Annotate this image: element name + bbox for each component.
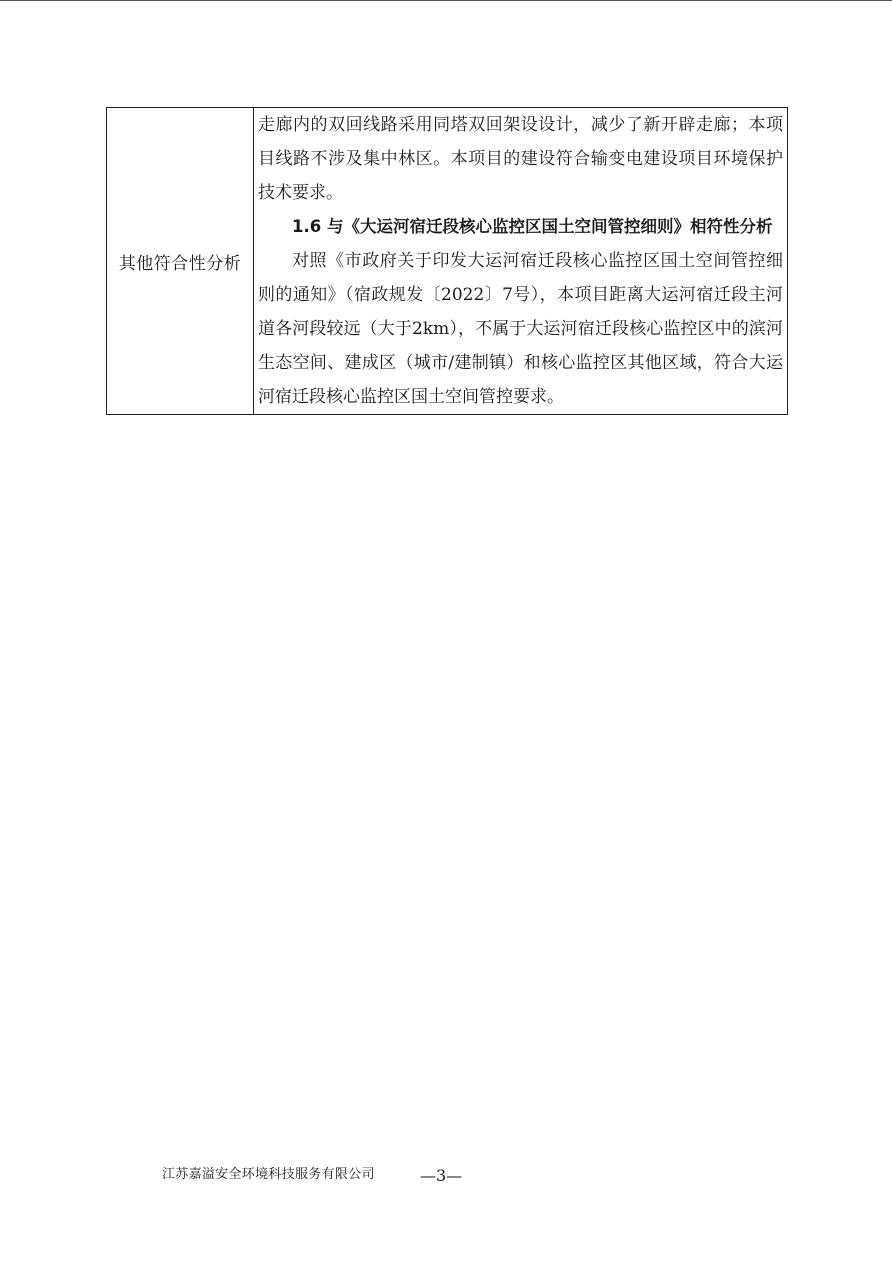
analysis-table xyxy=(106,107,788,415)
footer-page-number: —3— xyxy=(420,1166,463,1185)
paragraph-body: 对照《市政府关于印发大运河宿迁段核心监控区国土空间管控细则的通知》（宿政规发〔2022〕7号），本项目距离大运河宿迁段主河道各河段较远（大于2km），不属于大运河宿迁段核心监控区中的滨河生态空间、建成区（城市/建制镇）和核心监控区其他区域，符合大运河宿迁段核心监控区国土空间管控要求。 xyxy=(258,251,783,407)
page-top-rule xyxy=(0,0,892,1)
paragraph-continued: 走廊内的双回线路采用同塔双回架设设计，减少了新开辟走廊；本项目线路不涉及集中林区。本项目的建设符合输变电建设项目环境保护技术要求。 xyxy=(258,115,783,203)
section-heading: 1.6 与《大运河宿迁段核心监控区国土空间管控细则》相符性分析 xyxy=(292,217,773,236)
table-row xyxy=(107,108,788,415)
row-content-cell xyxy=(254,108,788,415)
footer-company-name: 江苏嘉溢安全环境科技服务有限公司 xyxy=(162,1167,375,1182)
row-label: 其他符合性分析 xyxy=(118,253,242,274)
row-label-cell xyxy=(107,108,254,415)
